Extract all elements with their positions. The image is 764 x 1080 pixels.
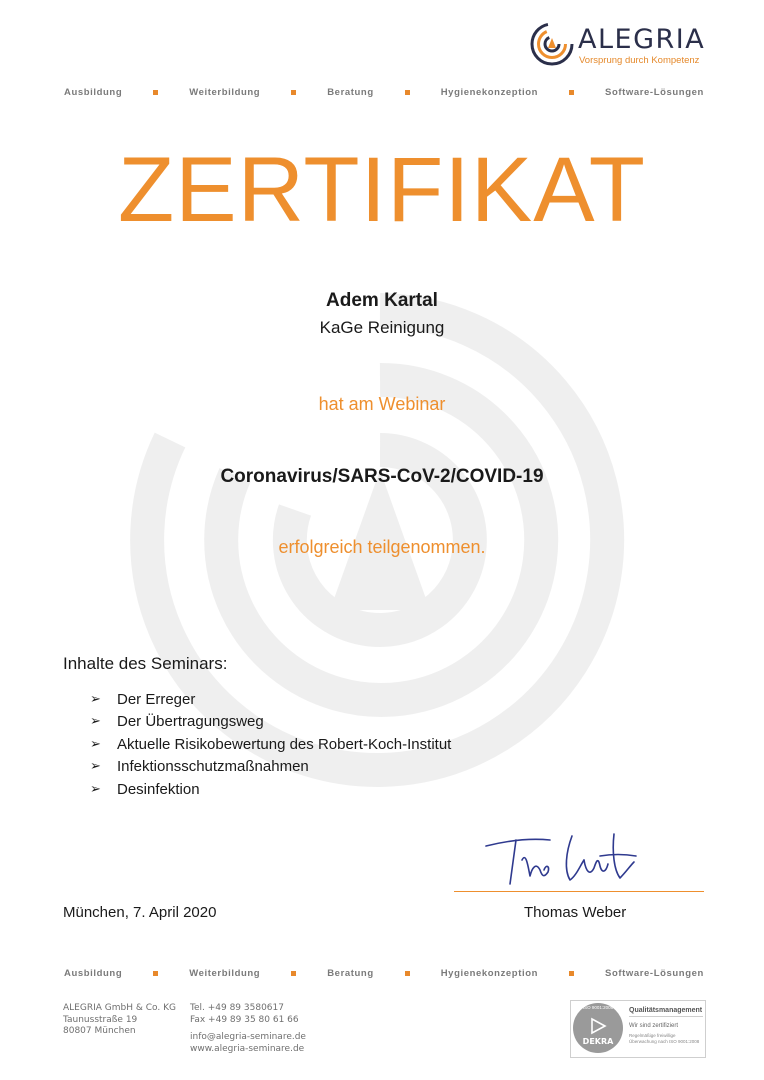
- seal-status: Wir sind zertifiziert: [629, 1023, 679, 1029]
- footer-tel: Tel. +49 89 3580617: [190, 1003, 284, 1013]
- arrow-bullet-icon: ➢: [90, 714, 101, 730]
- spiral-logo-icon: [530, 22, 574, 66]
- list-item-label: Infektionsschutzmaßnahmen: [117, 758, 309, 776]
- logo-name: ALEGRIA: [578, 24, 706, 55]
- footer-contact: [190, 1003, 306, 1055]
- seal-title: Qualitätsmanagement: [629, 1007, 703, 1014]
- logo-tagline: Vorsprung durch Kompetenz: [579, 55, 700, 66]
- square-bullet-icon: [405, 90, 410, 95]
- contents-heading: Inhalte des Seminars:: [63, 654, 228, 673]
- footer-street: Taunusstraße 19: [63, 1014, 138, 1025]
- list-item: [90, 711, 451, 734]
- services-strip-bottom: [64, 966, 704, 980]
- list-item: [90, 756, 451, 779]
- footer-fax: Fax +49 89 35 80 61 66: [190, 1014, 299, 1025]
- footer-company: ALEGRIA GmbH & Co. KG: [63, 1003, 176, 1013]
- services-strip-top: [64, 85, 704, 99]
- seal-iso: ISO 9001:2008: [582, 1005, 614, 1010]
- service-label: Ausbildung: [64, 86, 123, 98]
- seal-text: [629, 1007, 703, 1045]
- divider: [629, 1016, 703, 1017]
- place-date: München, 7. April 2020: [63, 904, 217, 921]
- handwritten-signature-icon: [480, 826, 640, 890]
- list-item: [90, 733, 451, 756]
- square-bullet-icon: [153, 971, 158, 976]
- service-label: Hygienekonzeption: [440, 967, 539, 979]
- list-item: [90, 688, 451, 711]
- arrow-bullet-icon: ➢: [90, 736, 101, 752]
- footer-address: [63, 1003, 176, 1038]
- certificate-title: ZERTIFIKAT: [118, 139, 646, 241]
- arrow-bullet-icon: ➢: [90, 759, 101, 775]
- company-logo: [530, 22, 705, 72]
- service-label: Beratung: [327, 967, 374, 979]
- service-label: Weiterbildung: [189, 967, 261, 979]
- square-bullet-icon: [153, 90, 158, 95]
- certification-seal: [570, 1000, 706, 1058]
- list-item-label: Der Erreger: [117, 690, 196, 708]
- dekra-badge: [573, 1003, 623, 1053]
- signatory-name: Thomas Weber: [524, 904, 627, 921]
- service-label: Weiterbildung: [189, 86, 261, 98]
- footer-web: www.alegria-seminare.de: [190, 1043, 305, 1054]
- service-label: Software-Lösungen: [605, 86, 704, 98]
- list-item-label: Desinfektion: [117, 780, 200, 798]
- contents-list: [90, 688, 451, 801]
- list-item-label: Aktuelle Risikobewertung des Robert-Koch-Institut: [117, 735, 452, 753]
- seal-issuer: DEKRA: [582, 1037, 614, 1046]
- list-item: [90, 778, 451, 801]
- service-label: Beratung: [327, 86, 374, 98]
- arrow-bullet-icon: ➢: [90, 691, 101, 707]
- square-bullet-icon: [291, 971, 296, 976]
- webinar-title: Coronavirus/SARS-CoV-2/COVID-19: [220, 466, 544, 487]
- recipient-name: Adem Kartal: [326, 290, 438, 311]
- seal-note: Regelmäßige freiwillige Überwachung nach ISO 9001:2008: [629, 1033, 700, 1044]
- footer-city: 80807 München: [63, 1026, 136, 1036]
- recipient-company: KaGe Reinigung: [319, 318, 445, 337]
- completion-phrase: erfolgreich teilgenommen.: [278, 537, 486, 557]
- service-label: Hygienekonzeption: [440, 86, 539, 98]
- square-bullet-icon: [569, 90, 574, 95]
- footer-email: info@alegria-seminare.de: [190, 1032, 306, 1042]
- square-bullet-icon: [569, 971, 574, 976]
- signature-line: [454, 891, 704, 892]
- dekra-triangle-icon: [589, 1017, 607, 1035]
- square-bullet-icon: [405, 971, 410, 976]
- service-label: Ausbildung: [64, 967, 123, 979]
- list-item-label: Der Übertragungsweg: [117, 713, 264, 731]
- service-label: Software-Lösungen: [605, 967, 704, 979]
- participation-phrase: hat am Webinar: [318, 394, 446, 414]
- square-bullet-icon: [291, 90, 296, 95]
- arrow-bullet-icon: ➢: [90, 781, 101, 797]
